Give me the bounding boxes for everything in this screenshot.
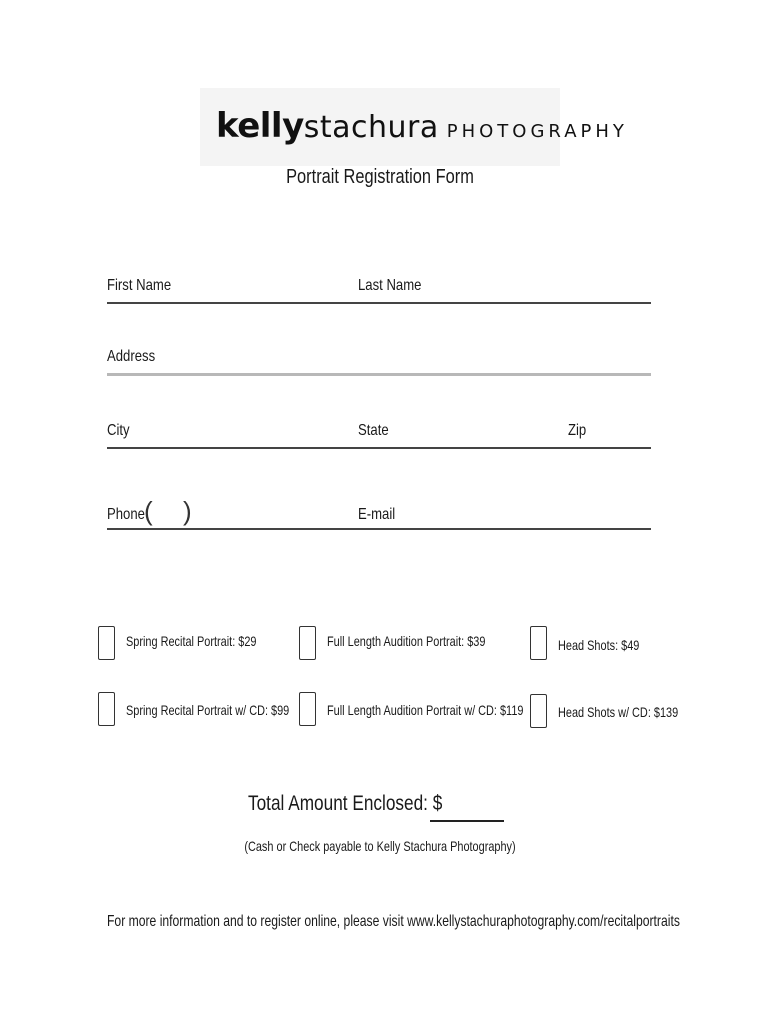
spring-recital-checkbox[interactable] — [98, 626, 115, 660]
option-label: Spring Recital Portrait: $29 — [126, 633, 257, 649]
spring-recital-cd-checkbox[interactable] — [98, 692, 115, 726]
phone-label: Phone — [107, 506, 145, 523]
phone-close-paren: ) — [183, 496, 192, 526]
option-label: Full Length Audition Portrait: $39 — [327, 633, 486, 649]
first-name-label: First Name — [107, 277, 172, 294]
address-label: Address — [107, 348, 156, 365]
logo-bold-text: kelly — [216, 106, 304, 146]
option-label: Head Shots: $49 — [558, 637, 640, 653]
state-label: State — [358, 422, 389, 439]
footer-info: For more information and to register online, please visit www.kellystachuraphotography.com/recitalportraits — [107, 913, 680, 930]
last-name-label: Last Name — [358, 277, 422, 294]
city-state-zip-field-line[interactable] — [107, 447, 651, 449]
total-amount-label: Total Amount Enclosed: $ — [248, 792, 443, 815]
full-length-audition-checkbox[interactable] — [299, 626, 316, 660]
full-length-audition-cd-checkbox[interactable] — [299, 692, 316, 726]
name-field-line[interactable] — [107, 302, 651, 304]
logo-wordmark — [216, 106, 628, 152]
logo-light-text: stachura — [303, 110, 439, 145]
option-label: Head Shots w/ CD: $139 — [558, 704, 679, 720]
head-shots-cd-checkbox[interactable] — [530, 694, 547, 728]
logo-suffix-text: PHOTOGRAPHY — [446, 121, 628, 142]
option-label: Full Length Audition Portrait w/ CD: $119 — [327, 702, 524, 718]
phone-email-field-line[interactable] — [107, 528, 651, 530]
company-logo — [200, 88, 628, 166]
address-field-line[interactable] — [107, 373, 651, 376]
zip-label: Zip — [568, 422, 587, 439]
phone-open-paren: ( — [144, 496, 153, 526]
head-shots-checkbox[interactable] — [530, 626, 547, 660]
email-label: E-mail — [358, 506, 396, 523]
total-amount-field[interactable] — [430, 820, 504, 822]
form-title: Portrait Registration Form — [286, 166, 474, 188]
option-label: Spring Recital Portrait w/ CD: $99 — [126, 702, 290, 718]
payment-note: (Cash or Check payable to Kelly Stachura Photography) — [244, 838, 516, 854]
city-label: City — [107, 422, 130, 439]
